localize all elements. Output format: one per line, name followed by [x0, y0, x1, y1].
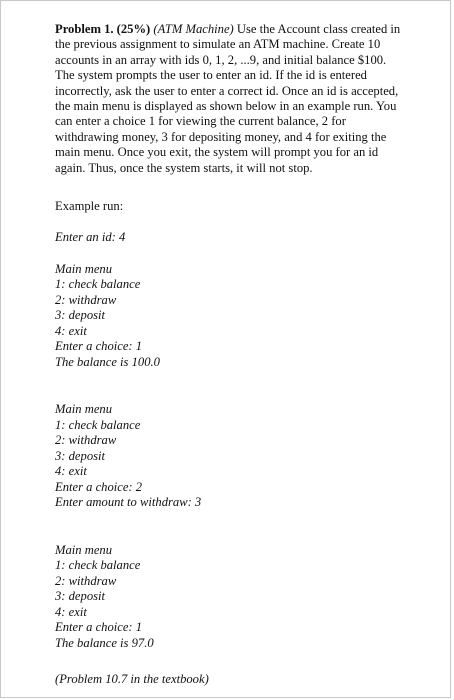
menu-line: 3: deposit: [55, 448, 106, 463]
menu-line: 1: check balance: [55, 277, 141, 292]
problem-text: Use the Account class created in the previous assignment to simulate an ATM machine. Create 10 accounts in an array with ids 0, 1, 2, ...9, and initial balance $100. The system prompts the user to enter an id. If the id is entered incorrectly, ask the user to enter a correct id. Once an id is accepted, the main menu is displayed as shown below in an example run. You can enter a choice 1 for viewing the current balance, 2 for withdrawing money, 3 for depositing money, and 4 for exiting the main menu. Once you exit, the system will prompt you for an id again. Thus, once the system starts, it will not stop.: [55, 22, 401, 175]
problem-statement: [55, 22, 405, 176]
menu-line: Enter a choice: 1: [55, 339, 143, 354]
problem-paragraph: [55, 22, 405, 176]
id-prompt-line: Enter an id: 4: [55, 230, 126, 245]
menu-block-1: [55, 262, 405, 371]
menu-line: 1: check balance: [55, 558, 141, 573]
menu-line: The balance is 97.0: [55, 635, 154, 650]
problem-label: Problem 1. (25%): [55, 22, 151, 36]
menu-line: 2: withdraw: [55, 292, 117, 307]
menu-line: Main menu: [55, 402, 113, 417]
menu-line: Enter a choice: 2: [55, 479, 143, 494]
menu-line: 4: exit: [55, 323, 87, 338]
menu-line: 4: exit: [55, 604, 87, 619]
menu-line: 2: withdraw: [55, 573, 117, 588]
menu-line: 3: deposit: [55, 589, 106, 604]
menu-line: Enter a choice: 1: [55, 620, 143, 635]
example-heading: Example run:: [55, 199, 124, 214]
menu-line: 4: exit: [55, 464, 87, 479]
menu-line: The balance is 100.0: [55, 354, 160, 369]
problem-topic: (ATM Machine): [153, 22, 234, 36]
menu-line: Main menu: [55, 542, 113, 557]
example-run: [55, 230, 405, 651]
textbook-reference: (Problem 10.7 in the textbook): [55, 672, 209, 686]
menu-block-3: [55, 543, 405, 652]
menu-line: 2: withdraw: [55, 433, 117, 448]
menu-line: Enter amount to withdraw: 3: [55, 495, 202, 510]
menu-line: 3: deposit: [55, 308, 106, 323]
menu-line: Main menu: [55, 261, 113, 276]
menu-block-2: [55, 402, 405, 511]
menu-line: 1: check balance: [55, 417, 141, 432]
document-content: [55, 22, 405, 683]
